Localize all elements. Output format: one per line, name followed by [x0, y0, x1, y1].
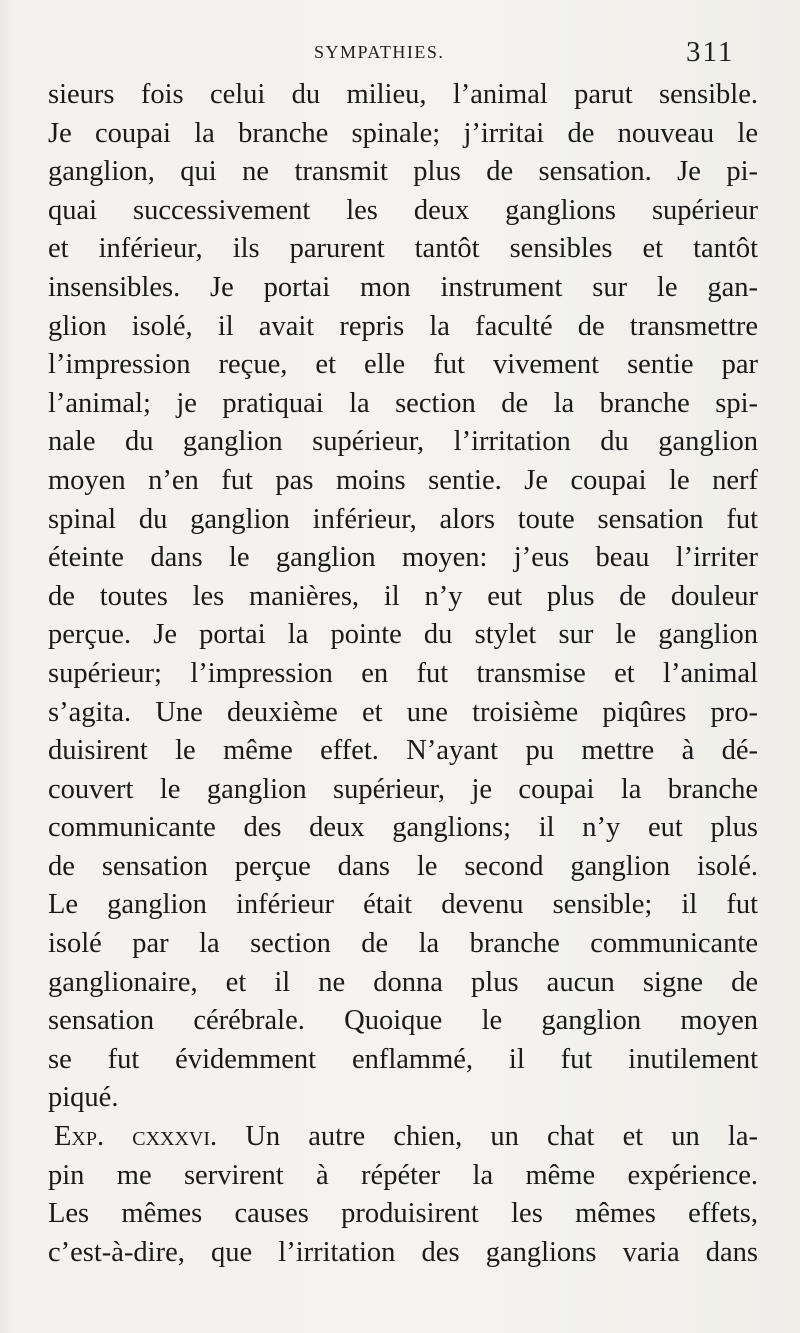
text-line: perçue. Je portai la pointe du stylet sur le ganglion [48, 619, 758, 651]
text-line: couvert le ganglion supérieur, je coupai la branche [48, 773, 758, 805]
text-line: moyen n’en fut pas moins sentie. Je coupai le nerf [48, 464, 758, 496]
text-line: nale du ganglion supérieur, l’irritation du ganglion [48, 426, 758, 458]
running-head: SYMPATHIES. [314, 42, 445, 62]
text-line: se fut évidemment enflammé, il fut inutilement [48, 1043, 758, 1075]
experiment-first-line [48, 1118, 758, 1157]
text-line: ganglion, qui ne transmit plus de sensation. Je pi- [48, 156, 758, 188]
text-line: glion isolé, il avait repris la faculté de transmettre [48, 310, 758, 342]
text-line: de sensation perçue dans le second ganglion isolé. [48, 850, 758, 882]
text-line: communicante des deux ganglions; il n’y eut plus [48, 812, 758, 844]
text-line: l’animal; je pratiquai la section de la branche spi- [48, 387, 758, 419]
page-header [0, 36, 800, 76]
text-line: insensibles. Je portai mon instrument sur le gan- [48, 271, 758, 303]
text-line: isolé par la section de la branche communicante [48, 928, 758, 960]
text-line: sieurs fois celui du milieu, l’animal parut sensible. [48, 79, 758, 110]
page-number: 311 [686, 36, 735, 68]
text-line: quai successivement les deux ganglions supérieur [48, 194, 758, 226]
text-line: duisirent le même effet. N’ayant pu mettre à dé- [48, 735, 758, 767]
text-line: de toutes les manières, il n’y eut plus de douleur [48, 580, 758, 612]
text-line: piqué. [48, 1082, 119, 1114]
experiment-label: Exp. cxxxvi. [54, 1121, 218, 1153]
text-line: s’agita. Une deuxième et une troisième piqûres pro- [48, 696, 758, 728]
text-line: Le ganglion inférieur était devenu sensible; il fut [48, 889, 758, 921]
text-line: et inférieur, ils parurent tantôt sensibles et tantôt [48, 233, 758, 265]
text-line: ganglionaire, et il ne donna plus aucun signe de [48, 966, 758, 998]
text-line: supérieur; l’impression en fut transmise et l’animal [48, 657, 758, 689]
text-line: l’impression reçue, et elle fut vivement sentie par [48, 349, 758, 381]
text-line: Je coupai la branche spinale; j’irritai de nouveau le [48, 117, 758, 149]
text-line: c’est-à-dire, que l’irritation des ganglions varia dans [48, 1236, 758, 1268]
text-line: pin me servirent à répéter la même expérience. [48, 1159, 758, 1191]
text-line: spinal du ganglion inférieur, alors toute sensation fut [48, 503, 758, 535]
experiment-text: Un autre chien, un chat et un la- [245, 1121, 758, 1153]
text-line: Les mêmes causes produisirent les mêmes effets, [48, 1198, 758, 1230]
body-text [48, 76, 758, 1272]
text-line: sensation cérébrale. Quoique le ganglion moyen [48, 1005, 758, 1037]
text-line: éteinte dans le ganglion moyen: j’eus beau l’irriter [48, 542, 758, 574]
